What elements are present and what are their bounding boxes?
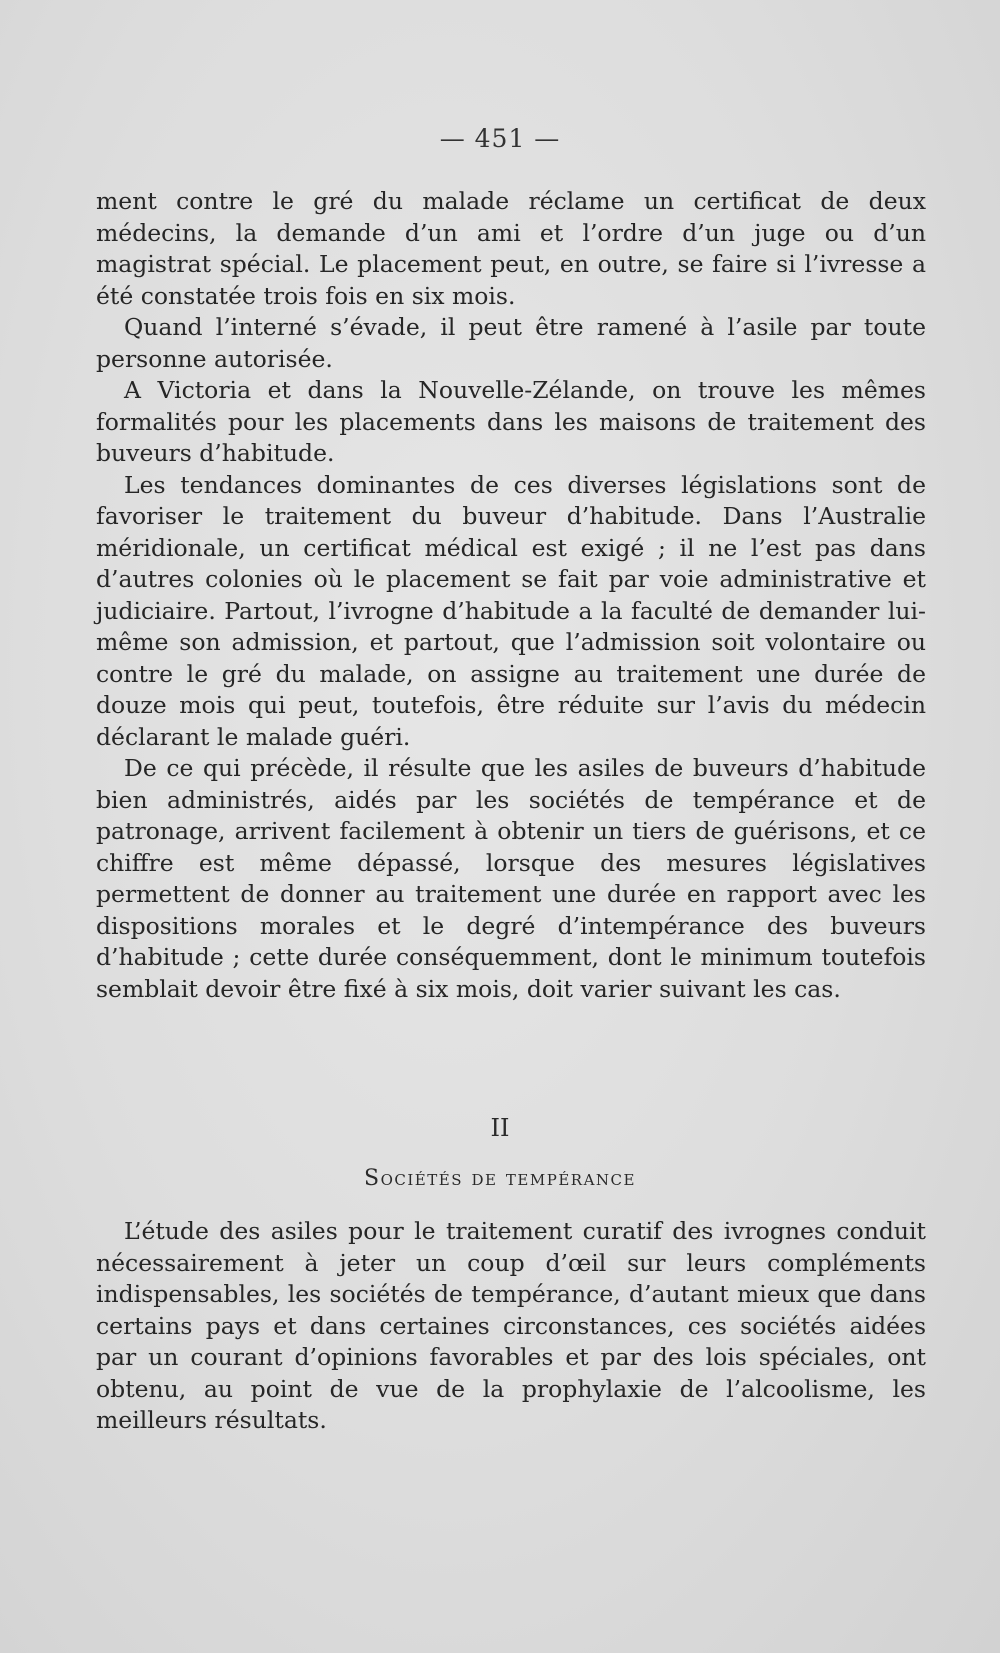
paragraph: De ce qui précède, il résulte que les asiles de buveurs d’habitude bien administrés, aidés par les sociétés de tempérance et de patronage, arrivent facilement à obtenir un tiers de guérisons, et ce chiffre est même dépassé, lorsque des mesures législatives permettent de donner au traitement une durée en rapport avec les dispositions morales et le degré d’intempérance des buveurs d’habitude ; cette durée conséquemment, dont le minimum toutefois semblait devoir être fixé à six mois, doit varier suivant les cas. <box>96 754 926 1003</box>
paragraph: ment contre le gré du malade réclame un certificat de deux médecins, la demande d’un ami et l’ordre d’un juge ou d’un magistrat spécial. Le placement peut, en outre, se faire si l’ivresse a été constatée trois fois en six mois. <box>96 187 926 310</box>
paragraph: A Victoria et dans la Nouvelle-Zélande, on trouve les mêmes formalités pour les placements dans les maisons de traitement des buveurs d’habitude. <box>96 376 926 467</box>
paragraph: Quand l’interné s’évade, il peut être ramené à l’asile par toute personne autorisée. <box>96 313 926 373</box>
section-number: II <box>490 1114 510 1142</box>
section-title: Sociétés de tempérance <box>364 1166 636 1191</box>
body-text-bottom <box>96 1216 926 1437</box>
paragraph: L’étude des asiles pour le traitement curatif des ivrognes conduit nécessairement à jeter un coup d’œil sur leurs compléments indispensables, les sociétés de tempérance, d’autant mieux que dans certains pays et dans certaines circonstances, ces sociétés aidées par un courant d’opinions favorables et par des lois spéciales, ont obtenu, au point de vue de la prophylaxie de l’alcoolisme, les meilleurs résultats. <box>96 1217 926 1434</box>
body-text-top <box>96 186 926 1005</box>
page-number: — 451 — <box>439 124 561 153</box>
paragraph: Les tendances dominantes de ces diverses législations sont de favoriser le traitement du buveur d’habitude. Dans l’Australie méridionale, un certificat médical est exigé ; il ne l’est pas dans d’autres colonies où le placement se fait par voie administrative et judiciaire. Partout, l’ivrogne d’habitude a la faculté de demander lui-même son admission, et partout, que l’admission soit volontaire ou contre le gré du malade, on assigne au traitement une durée de douze mois qui peut, toutefois, être réduite sur l’avis du médecin déclarant le malade guéri. <box>96 470 926 751</box>
